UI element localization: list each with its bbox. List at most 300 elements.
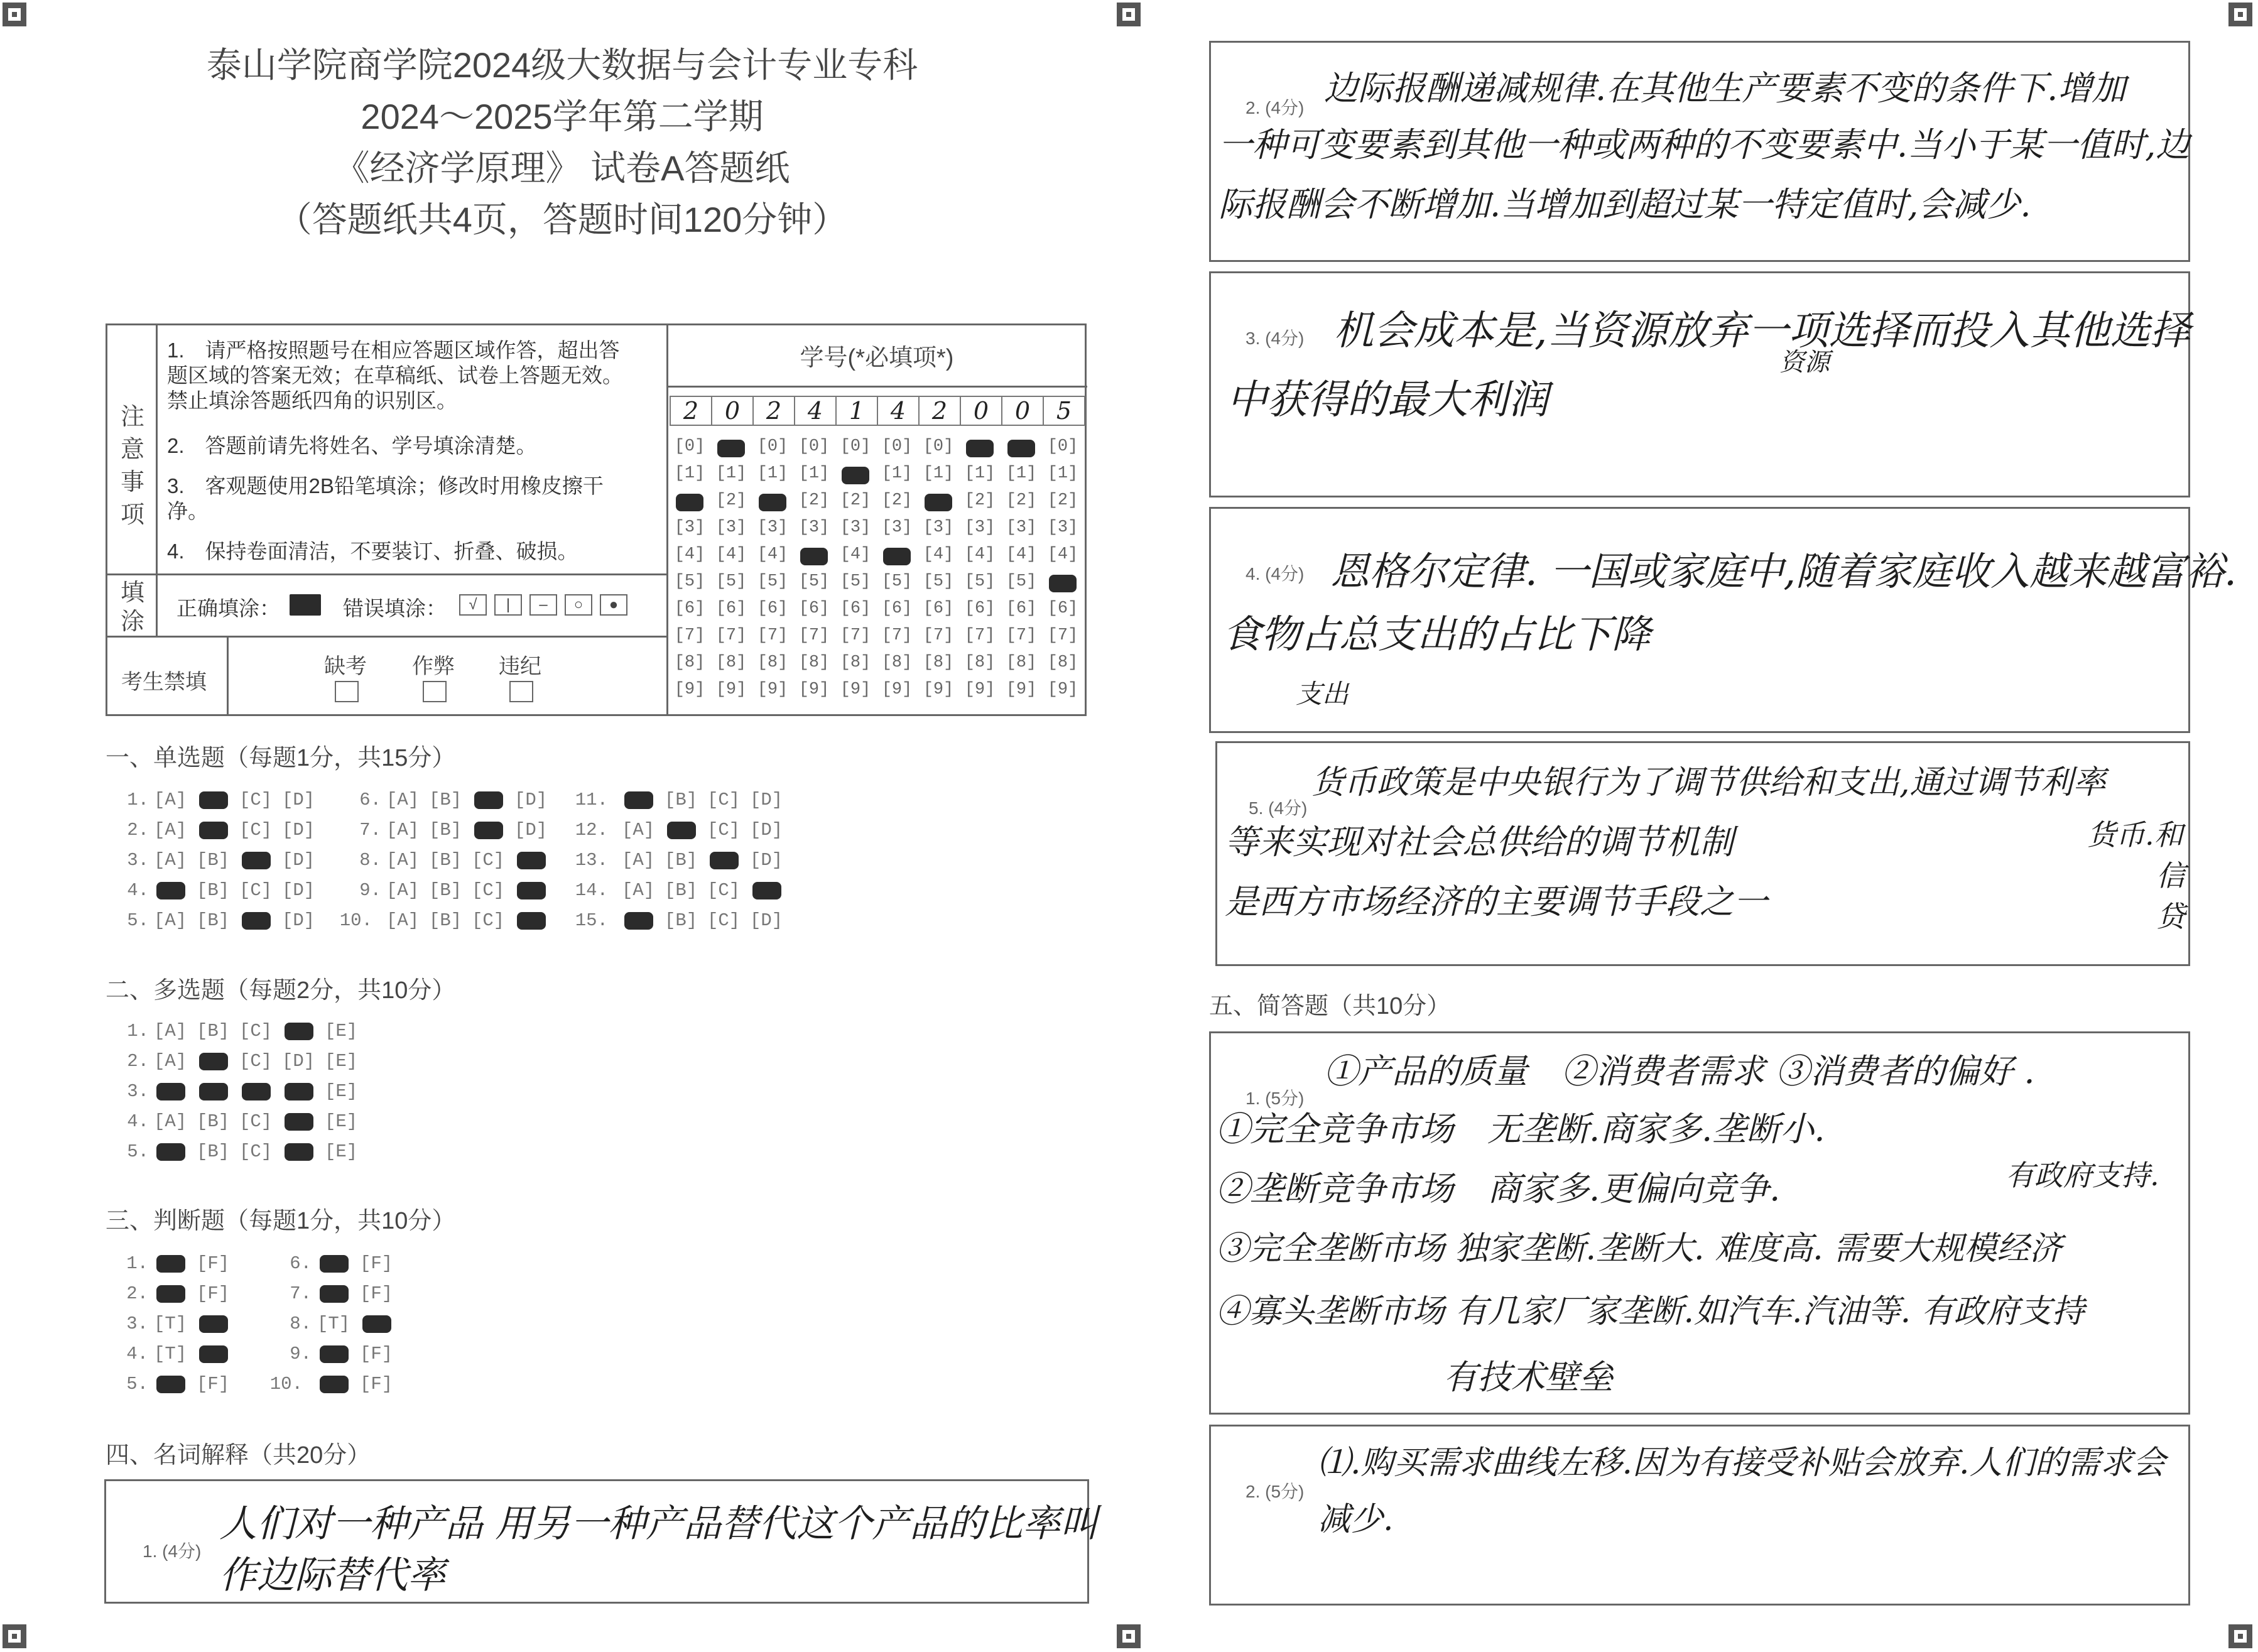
student-id-bubble[interactable]: [8] — [757, 653, 788, 672]
single-choice-option[interactable]: [A] — [622, 880, 655, 901]
true-false-filled-option[interactable] — [156, 1285, 185, 1303]
student-id-digit-box: 0 — [1001, 396, 1044, 426]
multi-choice-title: 二、多选题（每题2分，共10分） — [106, 977, 456, 1004]
student-id-digit-box: 2 — [918, 396, 961, 426]
term-q5-label: 5. (4分) — [1249, 798, 1308, 818]
student-id-filled-bubble[interactable] — [800, 548, 828, 565]
student-id-bubble[interactable]: [3] — [1006, 518, 1037, 537]
single-choice-option[interactable]: [D] — [282, 880, 315, 901]
student-id-digit-box: 2 — [670, 396, 712, 426]
student-id-bubble[interactable]: [6] — [715, 599, 747, 618]
true-false-qnum: 9. — [290, 1344, 312, 1364]
short-q1-answer-line2: ①完全竞争市场 无垄断.商家多.垄断小. — [1216, 1109, 1825, 1149]
student-id-bubble[interactable]: [2] — [881, 491, 913, 510]
student-id-bubble[interactable]: [5] — [964, 572, 996, 591]
student-id-bubble[interactable]: [4] — [923, 545, 954, 564]
multi-choice-option[interactable]: [C] — [239, 1051, 273, 1072]
student-id-filled-bubble[interactable] — [676, 494, 703, 511]
multi-choice-option[interactable]: [E] — [325, 1081, 358, 1102]
student-id-bubble[interactable]: [6] — [1006, 599, 1037, 618]
student-id-bubble[interactable]: [6] — [1047, 599, 1078, 618]
term-q1-box[interactable] — [104, 1479, 1099, 1604]
single-choice-option[interactable]: [C] — [472, 910, 505, 931]
wrong-fill-dot-icon: ● — [600, 594, 627, 616]
single-choice-option[interactable]: [A] — [386, 820, 420, 840]
term-q5-side-note-3: 贷 — [2156, 899, 2185, 933]
single-choice-option[interactable]: [B] — [197, 880, 230, 901]
short-q1-answer-line3: ②垄断竞争市场 商家多.更偏向竞争. — [1216, 1169, 1781, 1209]
student-id-bubble[interactable]: [9] — [881, 680, 913, 699]
true-false-qnum: 1. — [126, 1253, 148, 1274]
student-id-bubble[interactable]: [9] — [798, 680, 830, 699]
true-false-filled-option[interactable] — [320, 1255, 349, 1273]
true-false-qnum: 10. — [269, 1374, 303, 1394]
multi-choice-filled-option[interactable] — [156, 1143, 185, 1161]
short-q1-side-note: 有政府支持. — [2006, 1158, 2159, 1192]
student-id-bubble[interactable]: [1] — [923, 464, 954, 483]
student-id-filled-bubble[interactable] — [717, 440, 745, 457]
student-id-bubble[interactable]: [4] — [715, 545, 747, 564]
student-id-bubble[interactable]: [9] — [1047, 680, 1078, 699]
single-choice-option[interactable]: [C] — [707, 790, 741, 810]
student-id-bubble[interactable]: [9] — [757, 680, 788, 699]
student-id-bubble[interactable]: [8] — [715, 653, 747, 672]
single-choice-option[interactable]: [C] — [707, 880, 741, 901]
single-choice-option[interactable]: [C] — [707, 910, 741, 931]
single-choice-qnum: 8. — [359, 850, 381, 871]
notice-item-3: 3. 客观题使用2B铅笔填涂；修改时用橡皮擦干净。 — [167, 474, 604, 523]
absent-checkbox[interactable] — [335, 681, 359, 702]
exam-title-course: 《经济学原理》 试卷A答题纸 — [334, 148, 790, 188]
student-id-bubble[interactable]: [0] — [840, 437, 871, 456]
corner-mark-bottom-right — [2228, 1624, 2252, 1648]
student-id-bubble[interactable]: [1] — [674, 464, 705, 483]
single-choice-option[interactable]: [D] — [750, 910, 783, 931]
student-id-bubble[interactable]: [7] — [1047, 626, 1078, 645]
short-q2-label: 2. (5分) — [1246, 1482, 1305, 1501]
student-id-bubble[interactable]: [5] — [923, 572, 954, 591]
student-id-digit-box: 1 — [835, 396, 878, 426]
student-id-bubble[interactable]: [7] — [1006, 626, 1037, 645]
student-id-bubble[interactable]: [9] — [1006, 680, 1037, 699]
single-choice-option[interactable]: [A] — [154, 850, 187, 871]
term-q2-answer-line2: 一种可变要素到其他一种或两种的不变要素中.当小于某一值时,边 — [1219, 125, 2190, 165]
multi-choice-filled-option[interactable] — [156, 1083, 185, 1100]
single-choice-option[interactable]: [C] — [707, 820, 741, 840]
multi-choice-option[interactable]: [E] — [325, 1111, 358, 1132]
student-id-bubble[interactable]: [5] — [798, 572, 830, 591]
single-choice-filled-option[interactable] — [474, 791, 503, 809]
multi-choice-option[interactable]: [C] — [239, 1021, 273, 1041]
student-id-filled-bubble[interactable] — [842, 467, 869, 484]
notice-item-2: 2. 答题前请先将姓名、学号填涂清楚。 — [167, 434, 537, 457]
true-false-filled-option[interactable] — [320, 1376, 349, 1393]
student-id-bubble[interactable]: [7] — [923, 626, 954, 645]
true-false-filled-option[interactable] — [199, 1315, 228, 1333]
single-choice-option[interactable]: [C] — [239, 880, 273, 901]
term-q3-label: 3. (4分) — [1246, 329, 1305, 348]
true-false-qnum: 5. — [126, 1374, 148, 1394]
multi-choice-option[interactable]: [E] — [325, 1051, 358, 1072]
student-id-bubble[interactable]: [7] — [881, 626, 913, 645]
term-q3-box[interactable] — [1209, 271, 2190, 497]
student-id-bubble[interactable]: [1] — [881, 464, 913, 483]
student-id-bubble[interactable]: [3] — [674, 518, 705, 537]
single-choice-option[interactable]: [A] — [386, 790, 420, 810]
single-choice-option[interactable]: [D] — [750, 820, 783, 840]
student-id-bubble[interactable]: [7] — [840, 626, 871, 645]
student-id-bubble[interactable]: [0] — [757, 437, 788, 456]
student-id-bubble[interactable]: [1] — [798, 464, 830, 483]
student-id-bubble[interactable]: [8] — [923, 653, 954, 672]
term-q1-answer-line2: 作边际替代率 — [219, 1553, 445, 1597]
single-choice-filled-option[interactable] — [517, 852, 546, 869]
student-id-bubble[interactable]: [3] — [840, 518, 871, 537]
single-choice-option[interactable]: [D] — [282, 820, 315, 840]
student-id-bubble[interactable]: [9] — [674, 680, 705, 699]
short-q2-box[interactable] — [1209, 1425, 2190, 1606]
single-choice-qnum: 1. — [127, 790, 149, 810]
student-id-digit-box: 4 — [877, 396, 920, 426]
term-q5-answer-line3: 是西方市场经济的主要调节手段之一 — [1225, 882, 1767, 921]
single-choice-option[interactable]: [D] — [514, 820, 548, 840]
student-id-bubble[interactable]: [5] — [715, 572, 747, 591]
true-false-option[interactable]: [F] — [197, 1253, 230, 1274]
multi-choice-option[interactable]: [B] — [197, 1021, 230, 1041]
multi-choice-filled-option[interactable] — [285, 1143, 313, 1161]
true-false-option[interactable]: [F] — [360, 1374, 393, 1394]
multi-choice-qnum: 4. — [127, 1111, 149, 1132]
single-choice-option[interactable]: [B] — [429, 910, 462, 931]
multi-choice-option[interactable]: [E] — [325, 1141, 358, 1162]
student-id-bubble[interactable]: [0] — [923, 437, 954, 456]
student-id-bubble[interactable]: [2] — [840, 491, 871, 510]
term-q5-answer-line2: 等来实现对社会总供给的调节机制 — [1225, 822, 1734, 862]
term-q2-answer-line1: 边际报酬递减规律.在其他生产要素不变的条件下.增加 — [1324, 68, 2126, 108]
true-false-filled-option[interactable] — [362, 1315, 391, 1333]
student-id-bubble[interactable]: [5] — [881, 572, 913, 591]
single-choice-filled-option[interactable] — [667, 822, 696, 839]
true-false-title: 三、判断题（每题1分，共10分） — [106, 1208, 456, 1234]
student-id-bubble[interactable]: [8] — [674, 653, 705, 672]
absent-label: 缺考 — [324, 655, 367, 678]
multi-choice-qnum: 5. — [127, 1141, 149, 1162]
single-choice-filled-option[interactable] — [242, 852, 271, 869]
single-choice-qnum: 13. — [575, 850, 608, 871]
single-choice-qnum: 11. — [575, 790, 608, 810]
single-choice-filled-option[interactable] — [199, 791, 228, 809]
student-id-bubble[interactable]: [3] — [715, 518, 747, 537]
student-id-bubble[interactable]: [3] — [1047, 518, 1078, 537]
multi-choice-filled-option[interactable] — [199, 1083, 228, 1100]
term-q4-label: 4. (4分) — [1246, 564, 1305, 584]
multi-choice-filled-option[interactable] — [285, 1023, 313, 1040]
student-id-bubble[interactable]: [1] — [757, 464, 788, 483]
short-q1-answer-line1: ①产品的质量 ②消费者需求 ③消费者的偏好 . — [1324, 1052, 2035, 1091]
student-id-bubble[interactable]: [6] — [840, 599, 871, 618]
single-choice-option[interactable]: [D] — [514, 790, 548, 810]
true-false-option[interactable]: [T] — [317, 1313, 350, 1334]
student-id-bubble[interactable]: [7] — [757, 626, 788, 645]
true-false-option[interactable]: [F] — [197, 1374, 230, 1394]
student-id-bubble[interactable]: [5] — [1006, 572, 1037, 591]
student-id-digit-box: 0 — [711, 396, 754, 426]
student-id-bubble[interactable]: [6] — [923, 599, 954, 618]
single-choice-option[interactable]: [B] — [665, 910, 698, 931]
corner-mark-bottom-left — [3, 1624, 26, 1648]
single-choice-option[interactable]: [B] — [665, 850, 698, 871]
single-choice-filled-option[interactable] — [517, 912, 546, 930]
student-id-bubble[interactable]: [8] — [1047, 653, 1078, 672]
multi-choice-option[interactable]: [E] — [325, 1021, 358, 1041]
single-choice-qnum: 4. — [127, 880, 149, 901]
student-id-filled-bubble[interactable] — [966, 440, 994, 457]
term-q2-label: 2. (4分) — [1246, 98, 1305, 117]
student-id-bubble[interactable]: [1] — [1006, 464, 1037, 483]
single-choice-option[interactable]: [B] — [665, 790, 698, 810]
multi-choice-option[interactable]: [A] — [154, 1021, 187, 1041]
student-id-bubble[interactable]: [8] — [1006, 653, 1037, 672]
student-id-bubble[interactable]: [2] — [964, 491, 996, 510]
term-q4-insert: 支出 — [1296, 678, 1349, 709]
student-id-bubble[interactable]: [3] — [881, 518, 913, 537]
student-id-bubble[interactable]: [8] — [881, 653, 913, 672]
student-id-bubble[interactable]: [0] — [881, 437, 913, 456]
true-false-qnum: 8. — [290, 1313, 312, 1334]
prohibit-label: 考生禁填 — [121, 670, 207, 694]
term-q5-side-note-1: 货币.和 — [2087, 818, 2183, 852]
student-id-bubble[interactable]: [0] — [798, 437, 830, 456]
student-id-bubble[interactable]: [6] — [674, 599, 705, 618]
single-choice-option[interactable]: [A] — [622, 850, 655, 871]
single-choice-filled-option[interactable] — [242, 912, 271, 930]
student-id-bubble[interactable]: [7] — [798, 626, 830, 645]
single-choice-option[interactable]: [D] — [282, 910, 315, 931]
true-false-qnum: 3. — [126, 1313, 148, 1334]
single-choice-filled-option[interactable] — [517, 882, 546, 899]
student-id-bubble[interactable]: [7] — [715, 626, 747, 645]
multi-choice-filled-option[interactable] — [285, 1083, 313, 1100]
student-id-bubble[interactable]: [6] — [757, 599, 788, 618]
term-q5-answer-line1: 货币政策是中央银行为了调节供给和支出,通过调节利率 — [1311, 764, 2106, 802]
single-choice-option[interactable]: [A] — [154, 820, 187, 840]
short-q2-answer-line2: 减少. — [1318, 1501, 1394, 1538]
single-choice-option[interactable]: [A] — [154, 790, 187, 810]
single-choice-option[interactable]: [D] — [282, 850, 315, 871]
student-id-bubble[interactable]: [4] — [1047, 545, 1078, 564]
terms-title: 四、名词解释（共20分） — [106, 1442, 371, 1469]
term-q2-box[interactable] — [1209, 41, 2190, 262]
student-id-bubble[interactable]: [9] — [964, 680, 996, 699]
student-id-bubble[interactable]: [8] — [798, 653, 830, 672]
multi-choice-option[interactable]: [A] — [154, 1051, 187, 1072]
student-id-bubble[interactable]: [4] — [840, 545, 871, 564]
exam-title-term: 2024～2025学年第二学期 — [361, 97, 764, 136]
short-q1-box[interactable] — [1209, 1031, 2190, 1415]
single-choice-title: 一、单选题（每题1分，共15分） — [106, 745, 456, 771]
short-answer-title: 五、简答题（共10分） — [1209, 993, 1451, 1019]
student-id-bubble[interactable]: [5] — [840, 572, 871, 591]
student-id-bubble[interactable]: [8] — [964, 653, 996, 672]
true-false-qnum: 4. — [126, 1344, 148, 1364]
corner-mark-top-left — [3, 3, 26, 26]
student-id-filled-bubble[interactable] — [925, 494, 952, 511]
single-choice-qnum: 15. — [575, 910, 608, 931]
student-id-bubble[interactable]: [2] — [1006, 491, 1037, 510]
multi-choice-option[interactable]: [C] — [239, 1111, 273, 1132]
true-false-option[interactable]: [F] — [360, 1253, 393, 1274]
student-id-bubble[interactable]: [4] — [964, 545, 996, 564]
multi-choice-option[interactable]: [C] — [239, 1141, 273, 1162]
short-q2-answer-line1: ⑴.购买需求曲线左移.因为有接受补贴会放弃.人们的需求会 — [1318, 1444, 2166, 1482]
true-false-option[interactable]: [F] — [360, 1344, 393, 1364]
wrong-fill-bar-icon: | — [494, 594, 522, 616]
single-choice-option[interactable]: [A] — [386, 880, 420, 901]
single-choice-option[interactable]: [D] — [750, 790, 783, 810]
student-id-bubble[interactable]: [5] — [757, 572, 788, 591]
student-id-bubble[interactable]: [6] — [798, 599, 830, 618]
single-choice-option[interactable]: [B] — [429, 880, 462, 901]
student-id-bubble[interactable]: [1] — [964, 464, 996, 483]
single-choice-filled-option[interactable] — [624, 791, 653, 809]
single-choice-option[interactable]: [C] — [472, 880, 505, 901]
student-id-bubble[interactable]: [9] — [923, 680, 954, 699]
student-id-bubble[interactable]: [6] — [881, 599, 913, 618]
single-choice-option[interactable]: [A] — [386, 850, 420, 871]
student-id-bubble[interactable]: [4] — [1006, 545, 1037, 564]
corner-mark-top-center — [1117, 3, 1141, 26]
true-false-option[interactable]: [T] — [154, 1344, 187, 1364]
multi-choice-filled-option[interactable] — [285, 1113, 313, 1131]
student-id-filled-bubble[interactable] — [1049, 575, 1077, 592]
multi-choice-qnum: 2. — [127, 1051, 149, 1072]
notice-item-1: 1. 请严格按照题号在相应答题区域作答，超出答题区域的答案无效；在草稿纸、试卷上答题无效。禁止填涂答题纸四角的识别区。 — [167, 339, 623, 412]
student-id-bubble[interactable]: [7] — [964, 626, 996, 645]
short-q1-answer-line6: 有技术壁垒 — [1443, 1357, 1613, 1397]
multi-choice-option[interactable]: [B] — [197, 1141, 230, 1162]
student-id-bubble[interactable]: [2] — [798, 491, 830, 510]
multi-choice-filled-option[interactable] — [199, 1053, 228, 1070]
single-choice-option[interactable]: [B] — [429, 820, 462, 840]
true-false-filled-option[interactable] — [156, 1376, 185, 1393]
single-choice-qnum: 10. — [339, 910, 372, 931]
violation-label: 违纪 — [499, 655, 541, 678]
student-id-bubble[interactable]: [2] — [1047, 491, 1078, 510]
single-choice-option[interactable]: [B] — [197, 910, 230, 931]
student-id-bubble[interactable]: [0] — [1047, 437, 1078, 456]
student-id-filled-bubble[interactable] — [883, 548, 911, 565]
violation-checkbox[interactable] — [509, 681, 533, 702]
student-id-bubble[interactable]: [9] — [715, 680, 747, 699]
student-id-bubble[interactable]: [4] — [757, 545, 788, 564]
single-choice-option[interactable]: [B] — [429, 850, 462, 871]
term-q4-box[interactable] — [1209, 507, 2237, 733]
single-choice-option[interactable]: [B] — [429, 790, 462, 810]
student-id-bubble[interactable]: [2] — [715, 491, 747, 510]
student-id-bubble[interactable]: [7] — [674, 626, 705, 645]
single-choice-qnum: 12. — [575, 820, 608, 840]
student-id-header: 学号(*必填项*) — [800, 345, 954, 371]
multi-choice-option[interactable]: [B] — [197, 1111, 230, 1132]
student-id-bubble[interactable]: [9] — [840, 680, 871, 699]
multi-choice-filled-option[interactable] — [242, 1083, 271, 1100]
student-id-bubble[interactable]: [0] — [674, 437, 705, 456]
term-q4-answer-line1: 恩格尔定律. 一国或家庭中,随着家庭收入越来越富裕. — [1330, 548, 2237, 594]
single-choice-option[interactable]: [A] — [154, 910, 187, 931]
student-id-filled-bubble[interactable] — [759, 494, 786, 511]
multi-choice-option[interactable]: [A] — [154, 1111, 187, 1132]
true-false-filled-option[interactable] — [199, 1345, 228, 1363]
single-choice-option[interactable]: [A] — [622, 820, 655, 840]
corner-mark-bottom-center — [1117, 1624, 1141, 1648]
single-choice-qnum: 5. — [127, 910, 149, 931]
student-id-bubble[interactable]: [8] — [840, 653, 871, 672]
term-q3-insert: 资源 — [1779, 348, 1830, 377]
student-id-bubble[interactable]: [3] — [964, 518, 996, 537]
true-false-filled-option[interactable] — [320, 1285, 349, 1303]
single-choice-option[interactable]: [C] — [239, 790, 273, 810]
true-false-filled-option[interactable] — [156, 1255, 185, 1273]
short-q1-answer-line4: ③完全垄断市场 独家垄断.垄断大. 难度高. 需要大规模经济 — [1216, 1230, 2063, 1268]
term-q5-side-note-2: 信 — [2156, 859, 2185, 893]
term-q2-answer-line3: 际报酬会不断增加.当增加到超过某一特定值时,会减少. — [1219, 185, 2031, 224]
single-choice-filled-option[interactable] — [752, 882, 781, 899]
single-choice-qnum: 14. — [575, 880, 608, 901]
student-id-bubble[interactable]: [5] — [674, 572, 705, 591]
cheat-checkbox[interactable] — [423, 681, 447, 702]
true-false-option[interactable]: [F] — [360, 1283, 393, 1304]
correct-fill-sample — [290, 594, 321, 616]
student-id-filled-bubble[interactable] — [1007, 440, 1035, 457]
correct-fill-label: 正确填涂： — [176, 597, 280, 620]
student-id-bubble[interactable]: [6] — [964, 599, 996, 618]
single-choice-filled-option[interactable] — [624, 912, 653, 930]
true-false-option[interactable]: [F] — [197, 1283, 230, 1304]
multi-choice-option[interactable]: [D] — [282, 1051, 315, 1072]
true-false-filled-option[interactable] — [320, 1345, 349, 1363]
true-false-qnum: 6. — [290, 1253, 312, 1274]
single-choice-option[interactable]: [B] — [197, 850, 230, 871]
student-id-bubble[interactable]: [1] — [715, 464, 747, 483]
single-choice-filled-option[interactable] — [474, 822, 503, 839]
single-choice-option[interactable]: [D] — [750, 850, 783, 871]
single-choice-option[interactable]: [C] — [472, 850, 505, 871]
single-choice-filled-option[interactable] — [710, 852, 739, 869]
term-q5-box[interactable] — [1215, 741, 2190, 966]
single-choice-option[interactable]: [D] — [282, 790, 315, 810]
student-id-bubble[interactable]: [3] — [757, 518, 788, 537]
single-choice-option[interactable]: [B] — [665, 880, 698, 901]
student-id-bubble[interactable]: [3] — [923, 518, 954, 537]
student-id-digit-box: 4 — [794, 396, 837, 426]
cheat-label: 作弊 — [412, 655, 455, 678]
wrong-fill-circle-icon: ○ — [565, 594, 592, 616]
student-id-bubble[interactable]: [4] — [674, 545, 705, 564]
single-choice-filled-option[interactable] — [156, 882, 185, 899]
single-choice-filled-option[interactable] — [199, 822, 228, 839]
true-false-qnum: 7. — [290, 1283, 312, 1304]
student-id-digit-box: 2 — [752, 396, 795, 426]
single-choice-option[interactable]: [C] — [239, 820, 273, 840]
wrong-fill-check-icon: √ — [459, 594, 487, 616]
single-choice-option[interactable]: [A] — [386, 910, 420, 931]
single-choice-qnum: 2. — [127, 820, 149, 840]
student-id-bubble[interactable]: [1] — [1047, 464, 1078, 483]
short-q1-label: 1. (5分) — [1246, 1089, 1305, 1108]
student-id-bubble[interactable]: [3] — [798, 518, 830, 537]
corner-mark-top-right — [2228, 3, 2252, 26]
true-false-option[interactable]: [T] — [154, 1313, 187, 1334]
